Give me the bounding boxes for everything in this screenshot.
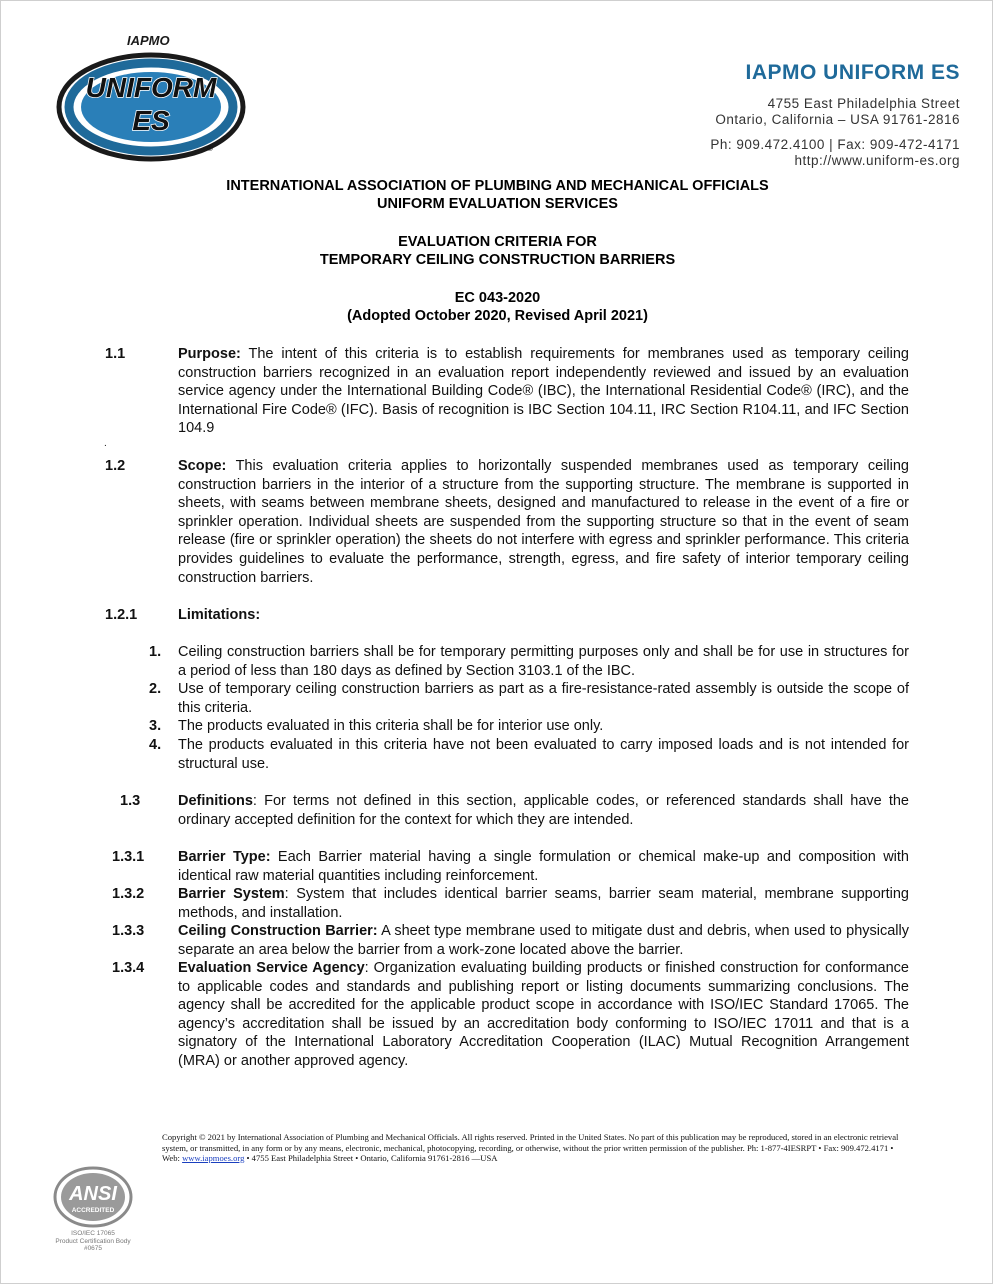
section-term: Scope: [178,458,227,474]
list-item-number: 1. [149,644,162,660]
list-item: Use of temporary ceiling construction barriers as part as a fire-resistance-rated assembly is outside the scope of this criteria. [178,681,909,716]
section-term: Barrier Type: [178,849,271,865]
section-term: Ceiling Construction Barrier: [178,923,378,939]
list-item-number: 2. [149,681,162,697]
ansi-accredited-logo [53,1166,133,1228]
section-body: This evaluation criteria applies to horizontally suspended membranes used as temporary ceiling construction barriers in the interior of a structure from the supporting structure. The membrane is supported in sheets, with seams between membrane sheets, designed and manufactured to release in the event of a fire or sprinkler operation. Individual sheets are suspended from the supporting structure so that in the event of seam release (fire or sprinkler operation) the sheets do not interfere with egress and sprinkler performance. This criteria provides guidelines to evaluate the performance, strength, egress, and fire safety of interior temporary ceiling construction barriers. [178,458,909,586]
website-link[interactable]: www.iapmoes.org [182,1153,245,1163]
ansi-caption-line: #0675 [83,1245,103,1252]
copyright-address: • 4755 East Philadelphia Street • Ontario, California 91761-2816 —USA [244,1153,498,1163]
definition-ceiling-construction-barrier [178,922,909,959]
address-line-1: 4755 East Philadelphia Street [767,96,960,111]
ansi-caption [41,1230,145,1253]
section-number: 1.1 [105,346,126,362]
list-item: The products evaluated in this criteria have not been evaluated to carry imposed loads and is not intended for structural use. [178,737,909,772]
section-number: 1.3.1 [112,849,145,865]
list-item: The products evaluated in this criteria shall be for interior use only. [178,718,604,734]
section-scope [178,457,909,587]
ansi-caption-line: Product Certification Body [55,1237,131,1245]
address-line-2: Ontario, California – USA 91761-2816 [715,112,960,127]
section-number: 1.2 [105,458,126,474]
section-term: Purpose: [178,346,241,362]
list-item: Ceiling construction barriers shall be for temporary permitting purposes only and shall be for use in structures for a period of less than 180 days as defined by Section 3103.1 of the IBC. [178,644,909,679]
section-term: Definitions [178,793,253,809]
section-body: A sheet type membrane used to mitigate dust and debris, when used to physically separate an area below the barrier from a work-zone located above the barrier. [178,923,910,958]
section-body: The intent of this criteria is to establish requirements for membranes used as temporary ceiling construction barriers recognized in an evaluation report independently reviewed and issued by an evaluation service agency under the International Building Code® (IBC), the International Residential Code® (IRC), and the International Fire Code® (IFC). Basis of recognition is IBC Section 104.11, IRC Section R104.11, and IFC Section 104.9 [178,346,909,437]
iapmo-uniform-es-logo [51,31,251,166]
section-number: 1.3 [120,793,141,809]
section-term: Evaluation Service Agency [178,960,365,976]
section-definitions [178,792,909,829]
phone-fax: Ph: 909.472.4100 | Fax: 909-472-4171 [710,137,960,152]
ansi-caption-line: ISO/IEC 17065 [71,1230,115,1237]
copyright-text: Copyright © 2021 by International Association of Plumbing and Mechanical Officials. All rights reserved. Printed in the United States. No part of this publication may be reproduced, stored in an electronic retrieval system, or transmitted, in any form or by any means, electronic, mechanical, photocopying, recording, or otherwise, without the prior written permission of the publisher. Ph: 1-877-4IESRPT • Fax: 909.472.4171 • Web: [162,1132,899,1163]
section-purpose [178,345,909,438]
document-number: EC 043-2020 [454,290,541,306]
section-body: : Organization evaluating building products or finished construction for conformance to applicable codes and standards and publishing report or listing documents summarizing conclusions. The agency shall be accredited for the applicable product scope in accordance with ISO/IEC Standard 17065. The agency’s accreditation shall be issued by an accreditation body conforming to ISO/IEC 17011 and that is a signatory of the International Laboratory Accreditation Cooperation (ILAC) Mutual Recognition Arrangement (MRA) or another approved agency. [178,960,909,1069]
section-number: 1.3.2 [112,886,145,902]
definition-barrier-system [178,885,909,922]
list-item-number: 4. [149,737,162,753]
section-body: Each Barrier material having a single formulation or chemical make-up and composition with identical raw material quantities including reinforcement. [178,849,909,884]
logo-sub-text: ES [132,105,170,136]
definition-barrier-type [178,848,909,885]
logo-registered-mark: ® [207,144,213,153]
section-body: : For terms not defined in this section, applicable codes, or referenced standards shall have the ordinary accepted definition for the context for which they are intended. [178,793,909,828]
section-limitations [178,606,909,625]
definition-evaluation-service-agency [178,959,909,1071]
logo-top-text: IAPMO [127,33,170,48]
title-subject: TEMPORARY CEILING CONSTRUCTION BARRIERS [319,252,676,268]
org-name: IAPMO UNIFORM ES [745,61,960,84]
ansi-accredited-text: ACCREDITED [71,1207,115,1214]
copyright-notice [162,1132,909,1164]
ansi-logo-text: ANSI [69,1183,117,1205]
logo-main-text: UNIFORM [85,72,217,103]
section-number: 1.3.4 [112,960,145,976]
title-organization: INTERNATIONAL ASSOCIATION OF PLUMBING AND MECHANICAL OFFICIALS [226,178,769,194]
section-number: 1.2.1 [105,607,138,623]
stray-dot: . [104,438,107,449]
title-criteria: EVALUATION CRITERIA FOR [398,234,597,250]
section-number: 1.3.3 [112,923,145,939]
website: http://www.uniform-es.org [794,153,960,168]
section-body: : System that includes identical barrier seams, barrier seam material, membrane supporting methods, and installation. [178,886,909,921]
title-services: UNIFORM EVALUATION SERVICES [377,196,618,212]
adoption-dates: (Adopted October 2020, Revised April 2021) [347,308,648,324]
section-term: Barrier System [178,886,285,902]
section-term: Limitations: [178,607,261,623]
list-item-number: 3. [149,718,162,734]
